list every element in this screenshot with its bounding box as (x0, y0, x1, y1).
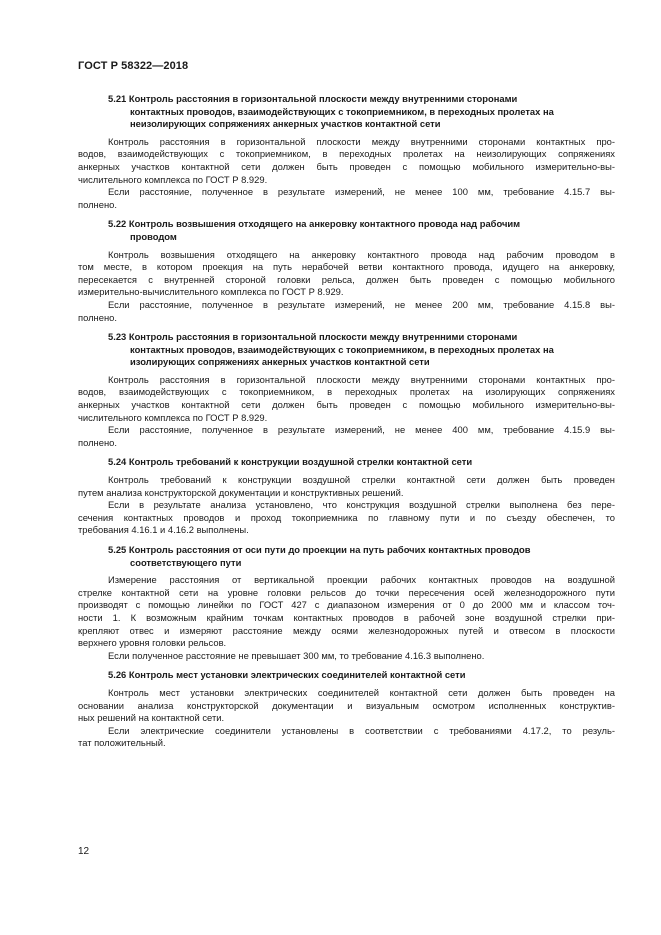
paragraph-line: верхнего уровня головки рельсов. (78, 637, 227, 649)
heading-line: неизолирующих сопряжениях анкерных участков контактной сети (130, 118, 441, 130)
heading-line: 5.26 Контроль мест установки электрических соединителей контактной сети (108, 669, 466, 681)
heading-line: контактных проводов, взаимодействующих с токоприемником, в переходных пролетах на (130, 343, 554, 355)
paragraph (78, 687, 615, 725)
paragraph-line: крепляют отвес и измеряют расстояние между осями железнодорожных путей и отвесом в плоскости (78, 624, 615, 636)
paragraph (78, 499, 615, 537)
heading-line: 5.24 Контроль требований к конструкции воздушной стрелки контактной сети (108, 456, 473, 468)
paragraph-line: пересекается с внутренней стороной головки рельса, должен быть проведен с помощью мобильного (78, 273, 615, 285)
paragraph-line: полнено. (78, 436, 117, 448)
paragraph-line: анкерных участков контактной сети должен быть проведен с помощью мобильного измерительно-вы- (78, 399, 615, 411)
section (78, 93, 615, 211)
paragraph-line: Измерение расстояния от вертикальной проекции рабочих контактных проводов на воздушной (108, 574, 615, 586)
heading-line: соответствующего пути (130, 556, 242, 568)
heading-line: контактных проводов, взаимодействующих с токоприемником, в переходных пролетах на (130, 105, 554, 117)
paragraph-line: Если расстояние, полученное в результате измерений, не менее 200 мм, требование 4.15.8 вы- (108, 298, 615, 310)
heading-line: изолирующих сопряжениях анкерных участков контактной сети (130, 356, 430, 368)
paragraph-line: Если полученное расстояние не превышает 300 мм, то требование 4.16.3 выполнено. (108, 649, 485, 661)
standard-designation: ГОСТ Р 58322—2018 (78, 60, 189, 72)
paragraph-line: Если расстояние, полученное в результате измерений, не менее 400 мм, требование 4.15.9 вы- (108, 424, 615, 436)
paragraph (78, 424, 615, 449)
section-heading (78, 456, 615, 469)
heading-line: 5.22 Контроль возвышения отходящего на анкеровку контактного провода над рабочим (108, 218, 521, 230)
paragraph-line: сечения контактных проводов и проход токоприемника по главному пути и по съезду обеспечен, то (78, 511, 615, 523)
section-heading (78, 218, 615, 243)
paragraph-line: Если в результате анализа установлено, что конструкция воздушной стрелки выполнена без пере- (108, 499, 615, 511)
page-number: 12 (78, 846, 90, 857)
paragraph-line: том месте, в котором проекция на путь нерабочей ветви контактного провода, идущего на анкеровку, (78, 261, 615, 273)
section (78, 544, 615, 662)
paragraph-line: Контроль требований к конструкции воздушной стрелки контактной сети должен быть проведен (108, 474, 615, 486)
paragraph (78, 299, 615, 324)
section (78, 218, 615, 324)
paragraph-line: ности 1. К возможным крайним точкам контактных проводов в рабочей зоне воздушной стрелки при- (78, 611, 615, 623)
section-heading (78, 331, 615, 369)
paragraph-line: числительного комплекса по ГОСТ Р 8.929. (78, 411, 268, 423)
paragraph-line: Если электрические соединители установлены в соответствии с требованиями 4.17.2, то резуль- (108, 724, 615, 736)
heading-line: 5.21 Контроль расстояния в горизонтальной плоскости между внутренними сторонами (108, 93, 518, 104)
paragraph-line: тат положительный. (78, 737, 166, 749)
section (78, 456, 615, 537)
paragraph-line: стрелке контактной сети на уровне головки рельсов до точки пересечения осей железнодорожного пути (78, 586, 615, 598)
paragraph (78, 249, 615, 299)
paragraph-line: Контроль возвышения отходящего на анкеровку контактного провода над рабочим проводом в (108, 248, 615, 260)
paragraph-line: Контроль расстояния в горизонтальной плоскости между внутренними сторонами контактных про- (108, 135, 615, 147)
paragraph-line: полнено. (78, 311, 117, 323)
paragraph-line: водов, взаимодействующих с токоприемником, в переходных пролетах на неизолирующих сопряжениях (78, 148, 615, 160)
paragraph (78, 474, 615, 499)
paragraph-line: Контроль мест установки электрических соединителей контактной сети должен быть проведен на (108, 686, 615, 698)
heading-line: 5.25 Контроль расстояния от оси пути до проекции на путь рабочих контактных проводов (108, 544, 531, 555)
paragraph (78, 186, 615, 211)
paragraph-line: измерительно-вычислительного комплекса по ГОСТ Р 8.929. (78, 286, 344, 298)
paragraph-line: ных решений на контактной сети. (78, 712, 225, 724)
paragraph-line: основании анализа конструкторской документации и визуальным осмотром исполненных конструктив- (78, 699, 615, 711)
paragraph (78, 650, 615, 663)
heading-line: 5.23 Контроль расстояния в горизонтальной плоскости между внутренними сторонами (108, 331, 518, 343)
paragraph-line: путем анализа конструкторской документации и конструктивных решений. (78, 486, 404, 498)
paragraph-line: анкерных участков контактной сети должен быть проведен с помощью мобильного измерительно-вы- (78, 160, 615, 172)
paragraph (78, 574, 615, 650)
section-heading (78, 669, 615, 682)
section (78, 669, 615, 750)
paragraph-line: производят с помощью линейки по ГОСТ 427 с диапазоном измерения от 0 до 2000 мм и классом точ- (78, 599, 615, 611)
paragraph (78, 136, 615, 186)
paragraph-line: Контроль расстояния в горизонтальной плоскости между внутренними сторонами контактных про- (108, 373, 615, 385)
section-heading (78, 544, 615, 569)
document-body (78, 93, 615, 757)
paragraph-line: числительного комплекса по ГОСТ Р 8.929. (78, 173, 268, 185)
paragraph-line: Если расстояние, полученное в результате измерений, не менее 100 мм, требование 4.15.7 вы- (108, 186, 615, 198)
section (78, 331, 615, 449)
section-heading (78, 93, 615, 131)
paragraph-line: полнено. (78, 198, 117, 210)
paragraph (78, 725, 615, 750)
paragraph-line: водов, взаимодействующих с токоприемником, в переходных пролетах на изолирующих сопряжениях (78, 386, 615, 398)
paragraph-line: требования 4.16.1 и 4.16.2 выполнены. (78, 524, 249, 536)
heading-line: проводом (130, 230, 177, 242)
paragraph (78, 374, 615, 424)
